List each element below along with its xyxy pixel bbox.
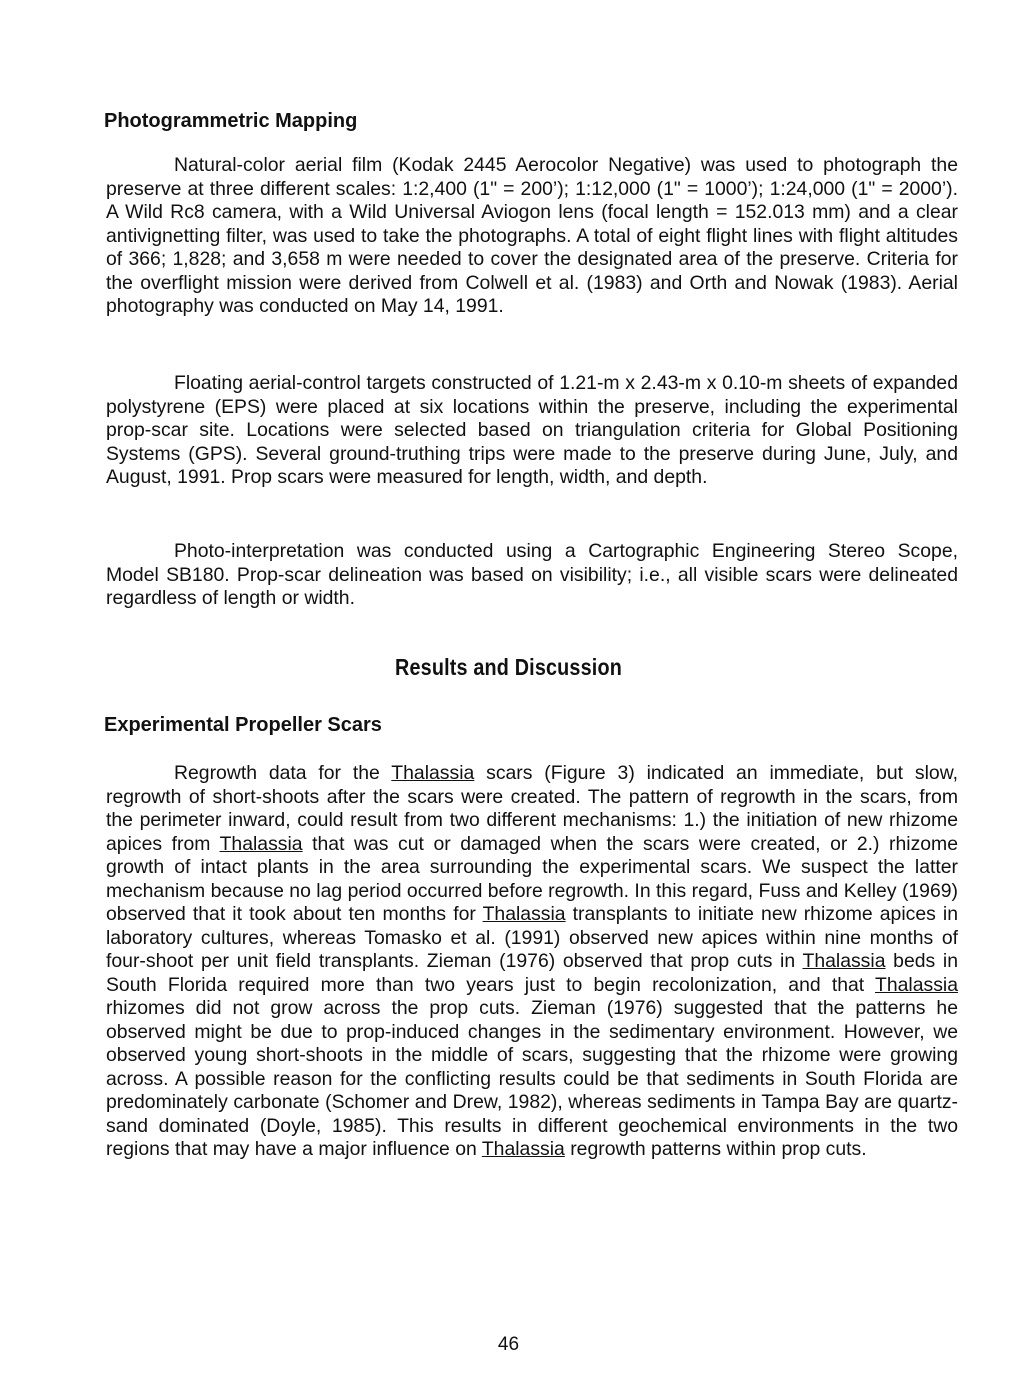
species-name: Thalassia bbox=[802, 950, 886, 972]
paragraph-photo-interpretation: Photo-interpretation was conducted using a Cartographic Engineering Stereo Scope, Model SB180. Prop-scar delineation was based on visibility; i.e., all visible scars were delineated regardless of length or width. bbox=[106, 540, 958, 609]
heading-photogrammetric-mapping: Photogrammetric Mapping bbox=[104, 110, 358, 132]
text-segment: that was cut or damaged when the scars were created, or 2.) rhizome growth of intact plants in the area surrounding the experimental scars. We suspect the latter mechanism because no lag period occurred before regrowth. In this regard, Fuss and Kelley (1969) observed that it took about ten months for bbox=[106, 832, 958, 925]
species-name: Thalassia bbox=[391, 762, 475, 784]
page-number: 46 bbox=[497, 1334, 520, 1355]
heading-results-and-discussion: Results and Discussion bbox=[395, 654, 622, 680]
paragraph-control-targets: Floating aerial-control targets constructed of 1.21-m x 2.43-m x 0.10-m sheets of expanded polystyrene (EPS) were placed at six locations within the preserve, including the experimental prop-scar site. Locations were selected based on triangulation criteria for Global Positioning Systems (GPS). Several ground-truthing trips were made to the preserve during June, July, and August, 1991. Prop scars were measured for length, width, and depth. bbox=[106, 372, 958, 488]
paragraph-regrowth bbox=[106, 762, 958, 1162]
text-segment: transplants to initiate new rhizome apices in laboratory cultures, whereas Tomasko et al. (1991) observed new apices within nine months of four-shoot per unit field transplants. Zieman (1976) observed that prop cuts in bbox=[106, 903, 959, 972]
species-name: Thalassia bbox=[482, 903, 566, 925]
text-segment: scars (Figure 3) indicated an immediate, but slow, regrowth of short-shoots after the scars were created. The pattern of regrowth in the scars, from the perimeter inward, could result from two different mechanisms: 1.) the initiation of new rhizome apices from bbox=[106, 762, 959, 855]
paragraph-aerial-film: Natural-color aerial film (Kodak 2445 Aerocolor Negative) was used to photograph the preserve at three different scales: 1:2,400 (1" = 200’); 1:12,000 (1" = 1000’); 1:24,000 (1" = 2000’). A Wild Rc8 camera, with a Wild Universal Aviogon lens (focal length = 152.013 mm) and a clear antivignetting filter, was used to take the photographs. A total of eight flight lines with flight altitudes of 366; 1,828; and 3,658 m were needed to cover the designated area of the preserve. Criteria for the overflight mission were derived from Colwell et al. (1983) and Orth and Nowak (1983). Aerial photography was conducted on May 14, 1991. bbox=[106, 154, 958, 317]
species-name: Thalassia bbox=[481, 1138, 565, 1160]
text-segment: rhizomes did not grow across the prop cuts. Zieman (1976) suggested that the patterns he observed might be due to prop-induced changes in the sedimentary environment. However, we observed young short-shoots in the middle of scars, suggesting that the rhizome were growing across. A possible reason for the conflicting results could be that sediments in South Florida are predominately carbonate (Schomer and Drew, 1982), whereas sediments in Tampa Bay are quartz-sand dominated (Doyle, 1985). This results in different geochemical environments in the two regions that may have a major influence on bbox=[106, 997, 958, 1160]
text-segment: beds in South Florida required more than two years just to begin recolonization, and that bbox=[106, 950, 958, 996]
species-name: Thalassia bbox=[219, 832, 303, 855]
species-name: Thalassia bbox=[875, 973, 958, 996]
heading-experimental-propeller-scars: Experimental Propeller Scars bbox=[104, 714, 382, 736]
text-segment: Regrowth data for the bbox=[174, 762, 392, 784]
text-segment: regrowth patterns within prop cuts. bbox=[564, 1138, 867, 1160]
